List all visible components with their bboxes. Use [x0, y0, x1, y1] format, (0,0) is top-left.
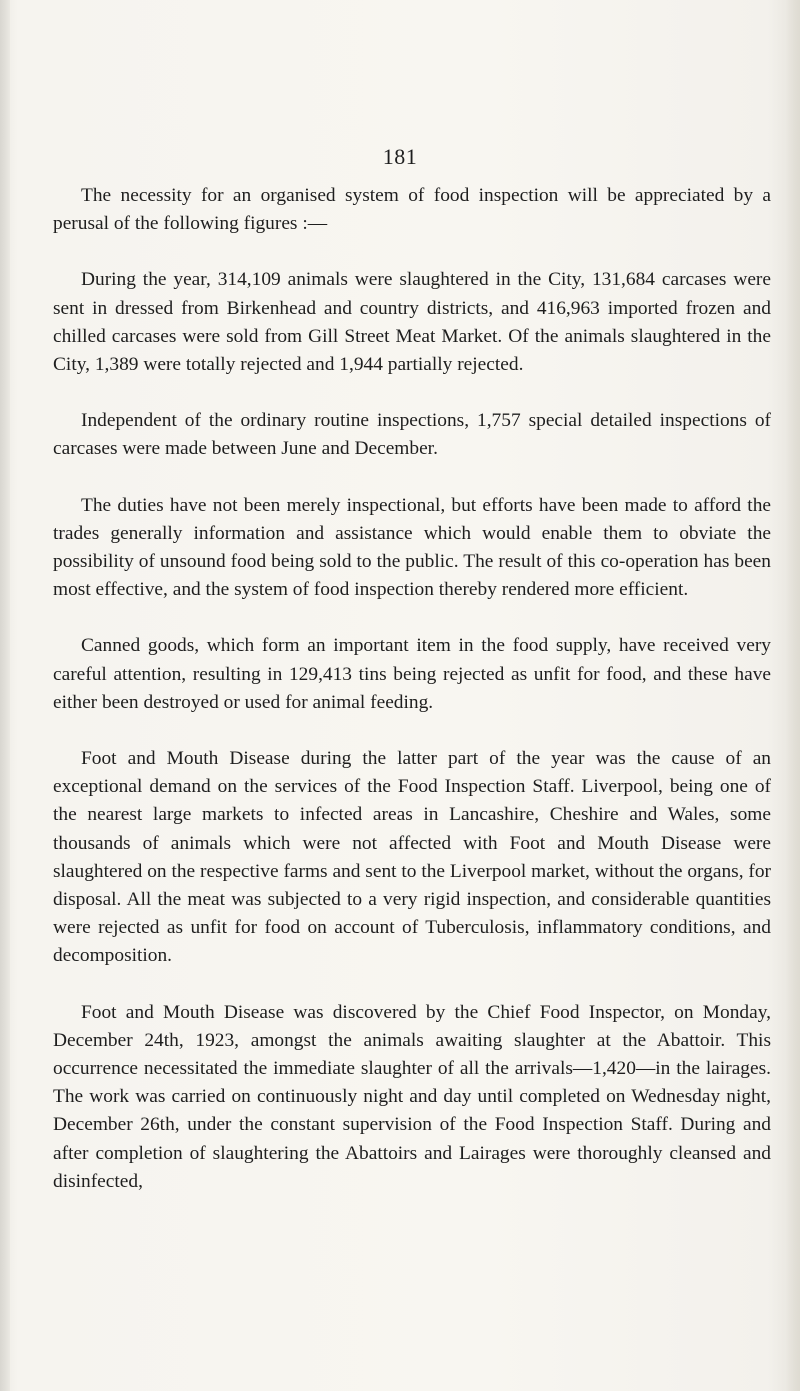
page-left-edge	[0, 0, 10, 1391]
paragraph-special-inspections: Independent of the ordinary routine inspections, 1,757 special detailed inspections of carcases were made between June and December.	[53, 410, 771, 460]
page-number: 181	[382, 144, 418, 169]
paragraph-slaughter-figures: During the year, 314,109 animals were slaughtered in the City, 131,684 carcases were sent in dressed from Birkenhead and country districts, and 416,963 imported frozen and chilled carcases were sold from Gill Street Meat Market. Of the animals slaughtered in the City, 1,389 were totally rejected and 1,944 partially rejected.	[53, 269, 771, 376]
page-right-edge	[786, 0, 800, 1391]
paragraph-canned-goods: Canned goods, which form an important item in the food supply, have received very careful attention, resulting in 129,413 tins being rejected as unfit for food, and these have either been destroyed or used for animal feeding.	[53, 635, 771, 713]
body-text	[53, 182, 771, 1196]
paragraph-foot-and-mouth-demand: Foot and Mouth Disease during the latter part of the year was the cause of an exceptional demand on the services of the Food Inspection Staff. Liverpool, being one of the nearest large markets to infected areas in Lancashire, Cheshire and Wales, some thousands of animals which were not affected with Foot and Mouth Disease were slaughtered on the respective farms and sent to the Liverpool market, without the organs, for disposal. All the meat was subjected to a very rigid inspection, and considerable quantities were rejected as unfit for food on account of Tuberculosis, inflammatory conditions, and decomposition.	[53, 748, 771, 967]
paragraph-foot-and-mouth-abattoir: Foot and Mouth Disease was discovered by the Chief Food Inspector, on Monday, December 24th, 1923, amongst the animals awaiting slaughter at the Abattoir. This occurrence necessitated the immediate slaughter of all the arrivals—1,420—in the lairages. The work was carried on continuously night and day until completed on Wednesday night, December 26th, under the constant supervision of the Food Inspection Staff. During and after completion of slaughtering the Abattoirs and Lairages were thoroughly cleansed and disinfected,	[53, 1001, 771, 1192]
paragraph-trade-assistance: The duties have not been merely inspectional, but efforts have been made to afford the trades generally information and assistance which would enable them to obviate the possibility of unsound food being sold to the public. The result of this co-operation has been most effective, and the system of food inspection thereby rendered more efficient.	[53, 494, 771, 601]
paragraph-food-inspection-intro: The necessity for an organised system of food inspection will be appreciated by a perusal of the following figures :—	[53, 185, 771, 235]
